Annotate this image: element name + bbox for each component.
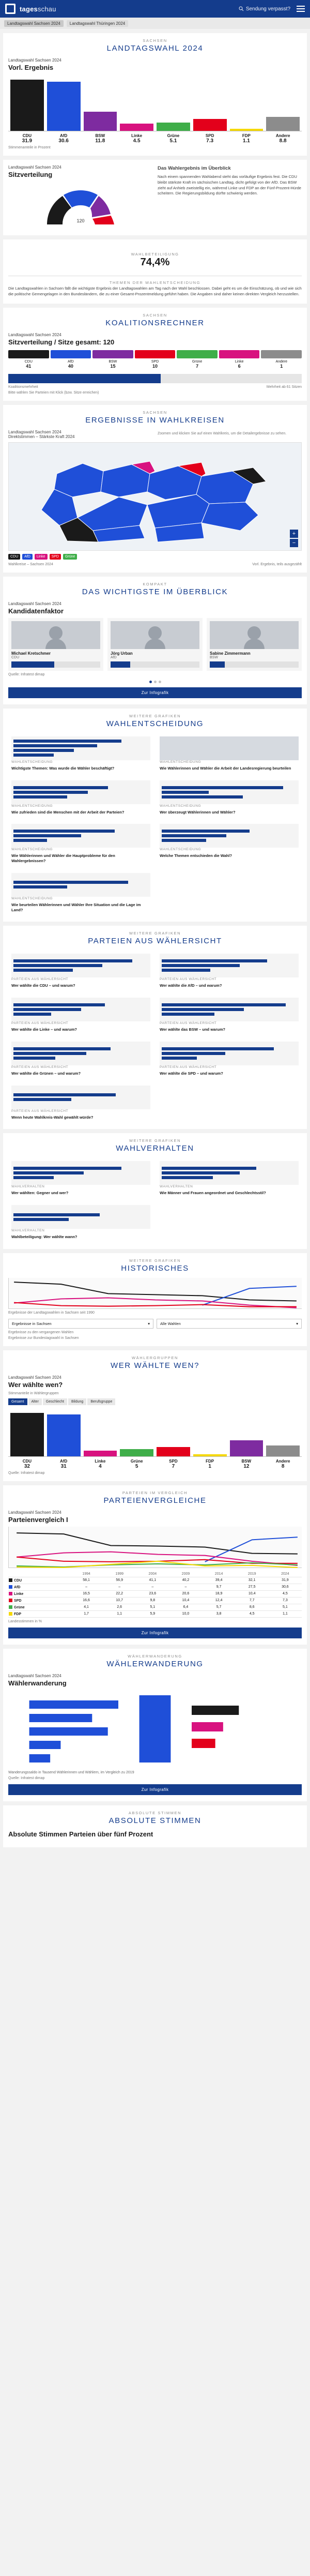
coalition-party-afd[interactable]: AfD 40 <box>51 350 91 369</box>
decision-card-6[interactable]: WAHLENTSCHEIDUNG Welche Themen entschieden die Wahl? <box>157 821 302 867</box>
table-row[interactable]: Grüne 4,1 2,6 5,1 6,4 5,7 8,6 5,1 <box>8 1604 302 1610</box>
whovoted-title: WER WÄHLTE WEN? <box>110 1361 200 1370</box>
wv-bar-fdp[interactable] <box>193 1409 227 1456</box>
search-icon <box>239 6 244 11</box>
parties-card-3[interactable]: PARTEIEN AUS WÄHLERSICHT Wer wählte die Linke – und warum? <box>8 995 153 1035</box>
bar-fdp[interactable] <box>230 74 264 131</box>
tab-bildung[interactable]: Bildung <box>68 1398 86 1405</box>
parties-chart-5 <box>11 1042 150 1065</box>
result-title: LANDTAGSWAHL 2024 <box>106 44 204 53</box>
table-row[interactable]: AfD – – – – 9,7 27,5 30,6 <box>8 1584 302 1590</box>
candidate-party-2: AfD <box>111 655 117 659</box>
migration-source: Quelle: Infratest dimap <box>8 1776 45 1780</box>
historic-select-election[interactable]: Alle Wahlen ▾ <box>157 1319 302 1329</box>
tab-geschlecht[interactable]: Geschlecht <box>43 1398 67 1405</box>
legend-gruene[interactable]: Grüne <box>63 554 77 560</box>
bar-bsw[interactable] <box>84 74 117 131</box>
historic-module <box>3 1253 307 1346</box>
whovoted-tabs <box>8 1398 302 1405</box>
candidate-photo-1 <box>11 621 100 649</box>
coalition-headline: Sitzverteilung / Sitze gesamt: 120 <box>8 338 115 346</box>
compare-table-header <box>8 1571 302 1577</box>
map-zoom-controls[interactable] <box>290 530 298 547</box>
wv-label-andere: Andere 8 <box>275 1458 290 1469</box>
legend-linke[interactable]: Linke <box>35 554 48 560</box>
parties-card-1[interactable]: PARTEIEN AUS WÄHLERSICHT Wer wählte die CDU – und warum? <box>8 951 153 991</box>
absolute-title: ABSOLUTE STIMMEN <box>109 1816 202 1825</box>
map-zoom-out-button[interactable]: − <box>290 539 298 547</box>
compare-title: PARTEIENVERGLEICHE <box>103 1496 207 1505</box>
coalition-title: KOALITIONSRECHNER <box>105 318 205 327</box>
behaviour-card-grid <box>8 1158 302 1243</box>
cmp-th-7: 2024 <box>269 1571 302 1577</box>
table-row[interactable]: CDU 58,1 56,9 41,1 40,2 39,4 32,1 31,9 <box>8 1577 302 1584</box>
map-sub-left2: Direktstimmen – Stärkste Kraft 2024 <box>8 434 75 439</box>
candidate-name-1: Michael Kretschmer <box>11 651 51 656</box>
compare-kicker: PARTEIEN IM VERGLEICH <box>122 1490 188 1495</box>
coalition-bar-labels <box>8 385 302 389</box>
decision-chart-7 <box>11 873 150 897</box>
coalition-footnote: Bitte wählen Sie Parteien mit Klick (bzw. Sitze erreichen) <box>8 390 99 395</box>
migration-headline: Wählerwanderung <box>8 1679 67 1687</box>
search-label: Sendung verpasst? <box>245 6 290 12</box>
legend-spd[interactable]: SPD <box>50 554 61 560</box>
candidate-photo-3 <box>210 621 299 649</box>
tab-alter[interactable]: Alter <box>28 1398 42 1405</box>
result-axis-note: Stimmenanteile in Prozent <box>8 146 51 149</box>
wv-label-gruene: Grüne 5 <box>130 1458 143 1469</box>
behaviour-chart-2 <box>160 1161 299 1185</box>
brand-light: schau <box>37 5 56 13</box>
candidate-photo-2 <box>111 621 199 649</box>
cmp-th-2: 1999 <box>103 1571 136 1577</box>
compare-footnote: Landesstimmen in % <box>8 1619 42 1623</box>
candidate-party-1: CDU <box>11 655 20 659</box>
coalition-party-andere[interactable]: Andere 1 <box>261 350 302 369</box>
parties-view-title: PARTEIEN AUS WÄHLERSICHT <box>88 937 222 946</box>
wv-label-cdu: CDU 32 <box>22 1458 32 1469</box>
seats-module <box>3 160 307 235</box>
wv-label-afd: AfD 31 <box>60 1458 68 1469</box>
behaviour-card-1[interactable]: WAHLVERHALTEN Wer wählten: Gegner und wer? <box>8 1158 153 1199</box>
seats-donut[interactable] <box>8 182 152 229</box>
parties-chart-3 <box>11 998 150 1021</box>
swatch-fdp <box>9 1612 12 1616</box>
compare-line-chart[interactable] <box>8 1527 302 1568</box>
migration-cta-button[interactable]: Zur Infografik <box>8 1784 302 1795</box>
parties-card-7[interactable]: PARTEIEN AUS WÄHLERSICHT Wenn heute Wahlkreis-Wahl gewählt würde? <box>8 1082 153 1123</box>
brand-title[interactable] <box>20 5 56 13</box>
candidate-cards <box>8 618 302 671</box>
parties-chart-2 <box>160 954 299 977</box>
top-header-bar <box>0 0 310 18</box>
coalition-party-row <box>8 350 302 369</box>
bar-spd[interactable] <box>193 74 227 131</box>
map-footer-left: Wahlkreise – Sachsen 2024 <box>8 562 53 566</box>
coalition-party-linke[interactable]: Linke 6 <box>219 350 260 369</box>
compare-table <box>8 1571 302 1618</box>
legend-cdu[interactable]: CDU <box>8 554 20 560</box>
map-sub-right: Zoomen und klicken Sie auf einen Wahlkreis, um die Detailergebnisse zu sehen. <box>158 431 287 435</box>
district-map-module <box>3 405 307 573</box>
wv-bar-andere[interactable] <box>266 1409 300 1456</box>
compare-module <box>3 1485 307 1645</box>
bar-andere[interactable] <box>266 74 300 131</box>
seats-chart-col <box>8 165 152 229</box>
decision-card-7[interactable]: WAHLENTSCHEIDUNG Wie beurteilen Wählerinnen und Wähler Ihre Situation und die Lage im Land? <box>8 870 153 916</box>
hamburger-icon[interactable] <box>297 6 305 12</box>
historic-select-region[interactable]: Ergebnisse in Sachsen ▾ <box>8 1319 153 1329</box>
migration-flow-chart[interactable] <box>8 1690 302 1768</box>
candidates-title: DAS WICHTIGSTE IM ÜBERBLICK <box>82 587 228 596</box>
wv-label-linke: Linke 4 <box>95 1458 106 1469</box>
coalition-sub: Landtagswahl Sachsen 2024 <box>8 332 61 337</box>
wv-bar-bsw[interactable] <box>230 1409 264 1456</box>
breadcrumb-item-sachsen[interactable]: Landtagswahl Sachsen 2024 <box>4 20 64 27</box>
coalition-majority-bar[interactable] <box>8 374 302 383</box>
historic-kicker: WEITERE GRAFIKEN <box>129 1258 181 1263</box>
behaviour-card-2[interactable]: WAHLVERHALTEN Wie Männer und Frauen angeordnet und Geschlechtsstil? <box>157 1158 302 1199</box>
map-zoom-in-button[interactable]: + <box>290 530 298 538</box>
historic-title: HISTORISCHES <box>121 1263 189 1273</box>
swatch-linke <box>9 1592 12 1595</box>
behaviour-chart-1 <box>11 1161 150 1185</box>
whovoted-kicker: WÄHLERGRUPPEN <box>132 1355 178 1360</box>
decision-kicker: WEITERE GRAFIKEN <box>129 713 181 718</box>
parties-card-5[interactable]: PARTEIEN AUS WÄHLERSICHT Wer wählte die Grünen – und warum? <box>8 1038 153 1079</box>
candidate-bar-3 <box>210 661 299 668</box>
behaviour-card-3[interactable]: WAHLVERHALTEN Wahlbeteiligung: Wer wählte wann? <box>8 1202 153 1243</box>
candidate-card-3[interactable] <box>207 618 302 671</box>
candidate-name-3: Sabine Zimmermann <box>210 651 251 656</box>
turnout-section-kicker: THEMEN DER WAHLENTSCHEIDUNG <box>109 280 201 285</box>
decision-card-5[interactable]: WAHLENTSCHEIDUNG Wie Wählerinnen und Wähler die Hauptprobleme für den Wahlergebnissen? <box>8 821 153 867</box>
parties-view-module <box>3 926 307 1129</box>
decision-card-3[interactable]: WAHLENTSCHEIDUNG Wie zufrieden sind die Menschen mit der Arbeit der Parteien? <box>8 777 153 818</box>
cmp-th-4: 2009 <box>169 1571 202 1577</box>
seats-note-col <box>158 165 302 229</box>
chevron-down-icon: ▾ <box>296 1321 298 1326</box>
candidates-headline: Kandidatenfaktor <box>8 607 64 615</box>
label-afd: AfD 30.6 <box>58 133 69 144</box>
parties-chart-1 <box>11 954 150 977</box>
candidate-card-1[interactable] <box>8 618 103 671</box>
map-title: ERGEBNISSE IN WAHLKREISEN <box>85 415 225 425</box>
tab-gesamt[interactable]: Gesamt <box>8 1398 27 1405</box>
chevron-down-icon: ▾ <box>148 1321 150 1326</box>
parties-chart-4 <box>160 998 299 1021</box>
compare-cta-button[interactable]: Zur Infografik <box>8 1628 302 1638</box>
decision-module <box>3 709 307 922</box>
table-row[interactable]: FDP 1,7 1,1 5,9 10,0 3,8 4,5 1,1 <box>8 1610 302 1617</box>
seats-card-text: Nach einem spannenden Wahlabend steht das vorläufige Ergebnis fest. Die CDU bleibt stärkste Kraft im sächsischen Landtag, dicht gefolgt von der AfD. Das BSW zieht auf Anhieb zweistellig ein, während Linke und FDP an der Fünf-Prozent-Hürde scheitern. Die Regierungsbildung dürfte schwierig werden. <box>158 174 301 196</box>
migration-kicker: WÄHLERWANDERUNG <box>128 1653 182 1659</box>
parties-card-2[interactable]: PARTEIEN AUS WÄHLERSICHT Wer wählte die AfD – und warum? <box>157 951 302 991</box>
result-kicker: SACHSEN <box>143 38 167 43</box>
behaviour-kicker: WEITERE GRAFIKEN <box>129 1138 181 1143</box>
bar-linke[interactable] <box>120 74 153 131</box>
legend-afd[interactable]: AfD <box>22 554 33 560</box>
migration-sub: Landtagswahl Sachsen 2024 <box>8 1673 61 1678</box>
migration-module <box>3 1649 307 1801</box>
bar-cdu[interactable] <box>10 74 44 131</box>
label-linke: Linke 4.5 <box>131 133 143 144</box>
parties-card-6[interactable]: PARTEIEN AUS WÄHLERSICHT Wer wählte die SPD – und warum? <box>157 1038 302 1079</box>
swatch-gruene <box>9 1605 12 1609</box>
cmp-th-1: 1994 <box>70 1571 103 1577</box>
candidate-bar-1 <box>11 661 100 668</box>
decision-card-1[interactable]: WAHLENTSCHEIDUNG Wichtigste Themen: Was wurde die Wähler beschäftigt? <box>8 733 153 774</box>
label-andere: Andere 8.8 <box>275 133 290 144</box>
cmp-th-6: 2019 <box>236 1571 269 1577</box>
behaviour-module <box>3 1133 307 1249</box>
candidates-kicker: KOMPAKT <box>143 581 167 586</box>
map-legend <box>8 554 302 560</box>
wv-bar-cdu[interactable] <box>10 1409 44 1456</box>
whovoted-bar-chart <box>8 1409 302 1457</box>
historic-note-1: Ergebnisse zu den vergangenen Wahlen <box>8 1330 74 1334</box>
bar-gruene[interactable] <box>157 74 190 131</box>
decision-title: WAHLENTSCHEIDUNG <box>106 719 204 728</box>
compare-headline: Parteienvergleich I <box>8 1515 68 1524</box>
wv-label-fdp: FDP 1 <box>206 1458 214 1469</box>
label-fdp: FDP 1.1 <box>242 133 251 144</box>
candidates-module <box>3 577 307 704</box>
wv-label-spd: SPD 7 <box>169 1458 178 1469</box>
coalition-module <box>3 308 307 401</box>
swatch-cdu <box>9 1578 12 1582</box>
cmp-th-3: 2004 <box>136 1571 169 1577</box>
seats-sub: Landtagswahl Sachsen 2024 <box>8 165 61 170</box>
search-button[interactable] <box>239 6 290 12</box>
decision-chart-1 <box>11 736 150 760</box>
decision-chart-6 <box>160 824 299 848</box>
result-headline: Vorl. Ergebnis <box>8 64 54 71</box>
absolute-kicker: ABSOLUTE STIMMEN <box>128 1810 182 1815</box>
whovoted-module <box>3 1350 307 1481</box>
historic-line-chart[interactable] <box>8 1278 302 1309</box>
coalition-kicker: SACHSEN <box>143 312 167 318</box>
behaviour-title: WAHLVERHALTEN <box>116 1144 194 1153</box>
label-bsw: BSW 11.8 <box>95 133 105 144</box>
parties-card-4[interactable]: PARTEIEN AUS WÄHLERSICHT Wer wählte das BSW – und warum? <box>157 995 302 1035</box>
turnout-kicker: WAHLBETEILIGUNG <box>131 252 179 257</box>
candidate-name-2: Jörg Urban <box>111 651 133 656</box>
wv-bar-afd[interactable] <box>47 1409 81 1456</box>
whovoted-headline: Wer wählte wen? <box>8 1380 63 1389</box>
compare-sub: Landtagswahl Sachsen 2024 <box>8 1510 61 1515</box>
coalition-bar-right: Mehrheit ab 61 Sitzen <box>266 385 302 389</box>
migration-title: WÄHLERWANDERUNG <box>106 1659 204 1668</box>
parties-view-kicker: WEITERE GRAFIKEN <box>129 931 181 936</box>
swatch-spd <box>9 1599 12 1602</box>
brand-bold: tages <box>20 5 38 13</box>
map-sub-left: Landtagswahl Sachsen 2024 <box>8 429 61 434</box>
decision-chart-4 <box>160 780 299 804</box>
coalition-party-cdu[interactable]: CDU 41 <box>8 350 49 369</box>
migration-legend: Wanderungssaldo in Tausend Wählerinnen und Wählern, im Vergleich zu 2019 <box>8 1770 134 1774</box>
candidates-source: Quelle: Infratest dimap <box>8 672 45 676</box>
decision-card-grid <box>8 733 302 916</box>
turnout-value: 74,4% <box>140 257 170 268</box>
candidate-party-3: BSW <box>210 655 218 659</box>
tab-berufsgruppe[interactable]: Berufsgruppe <box>87 1398 115 1405</box>
turnout-module <box>3 239 307 304</box>
label-gruene: Grüne 5.1 <box>167 133 180 144</box>
map-footer-right: Vorl. Ergebnis, teils ausgezählt <box>252 562 302 566</box>
cmp-th-0 <box>8 1571 70 1577</box>
decision-chart-2 <box>160 736 299 760</box>
swatch-afd <box>9 1585 12 1589</box>
saxony-map-svg[interactable] <box>9 443 301 551</box>
breadcrumb <box>0 18 310 29</box>
candidates-cta-button[interactable]: Zur Infografik <box>8 687 302 698</box>
whovoted-bar-labels <box>8 1457 302 1469</box>
decision-card-4[interactable]: WAHLENTSCHEIDUNG Wer überzeugt Wählerinnen und Wähler? <box>157 777 302 818</box>
table-row[interactable]: Linke 16,5 22,2 23,6 20,6 18,9 10,4 4,5 <box>8 1590 302 1597</box>
saxony-map[interactable] <box>8 442 302 551</box>
seats-card-title: Das Wahlergebnis im Überblick <box>158 165 231 171</box>
label-spd: SPD 7.3 <box>205 133 214 144</box>
svg-text:120: 120 <box>76 218 85 223</box>
result-subtitle: Landtagswahl Sachsen 2024 <box>8 58 61 63</box>
historic-selects <box>8 1319 302 1329</box>
wv-bar-spd[interactable] <box>157 1409 190 1456</box>
wv-label-bsw: BSW 12 <box>241 1458 252 1469</box>
behaviour-chart-3 <box>11 1205 150 1229</box>
candidate-bar-2 <box>111 661 199 668</box>
header-actions <box>239 6 305 12</box>
whovoted-subline: Stimmanteile in Wählergruppen <box>8 1391 59 1395</box>
parties-view-card-grid <box>8 951 302 1123</box>
parties-chart-6 <box>160 1042 299 1065</box>
map-kicker: SACHSEN <box>143 410 167 415</box>
table-row[interactable]: SPD 16,6 10,7 9,8 10,4 12,4 7,7 7,3 <box>8 1597 302 1604</box>
result-module <box>3 33 307 156</box>
coalition-party-gruene[interactable]: Grüne 7 <box>177 350 218 369</box>
decision-chart-3 <box>11 780 150 804</box>
historic-note-2: Ergebnisse zur Bundestagswahl in Sachsen <box>8 1336 79 1340</box>
tagesschau-logo-icon[interactable] <box>5 4 16 14</box>
wv-bar-gruene[interactable] <box>120 1409 153 1456</box>
candidate-card-2[interactable] <box>107 618 203 671</box>
turnout-text: Die Landtagswahlen in Sachsen fällt die wichtigste Ergebnis der Landtagswahlen am Tag nach der Wahl beschlossen. Dabei geht es um die Einschätzung, ob und wie sich die politische Gemengelagen in den Bundesländern, die zu einer Gesamt-Prozentmeldung geführt haben. Die Angaben sind daher keinen direkten Vergleich herzustellen. <box>8 286 302 296</box>
breadcrumb-item-thueringen[interactable]: Landtagswahl Thüringen 2024 <box>67 20 129 27</box>
seats-card <box>158 165 302 197</box>
whovoted-sub: Landtagswahl Sachsen 2024 <box>8 1375 61 1380</box>
parties-chart-7 <box>11 1086 150 1109</box>
result-bar-chart <box>8 74 302 131</box>
decision-card-2[interactable]: WAHLENTSCHEIDUNG Wie Wählerinnen und Wähler die Arbeit der Landesregierung beurteilen <box>157 733 302 774</box>
label-cdu: CDU 31.9 <box>22 133 33 144</box>
whovoted-source: Quelle: Infratest dimap <box>8 1471 45 1475</box>
result-bar-labels <box>8 131 302 144</box>
decision-chart-5 <box>11 824 150 848</box>
absolute-headline: Absolute Stimmen Parteien über fünf Prozent <box>8 1830 153 1838</box>
coalition-party-bsw[interactable]: BSW 15 <box>92 350 133 369</box>
candidates-sub: Landtagswahl Sachsen 2024 <box>8 601 61 606</box>
absolute-module <box>3 1805 307 1847</box>
coalition-bar-left: Koalitionsmehrheit <box>8 385 38 389</box>
seats-title: Sitzverteilung <box>8 171 53 178</box>
coalition-party-spd[interactable]: SPD 10 <box>135 350 176 369</box>
cmp-th-5: 2014 <box>203 1571 236 1577</box>
candidates-carousel-dots[interactable] <box>8 681 302 683</box>
wv-bar-linke[interactable] <box>84 1409 117 1456</box>
bar-afd[interactable] <box>47 74 81 131</box>
historic-caption: Ergebnisse der Landtagswahlen in Sachsen seit 1990 <box>8 1310 95 1315</box>
